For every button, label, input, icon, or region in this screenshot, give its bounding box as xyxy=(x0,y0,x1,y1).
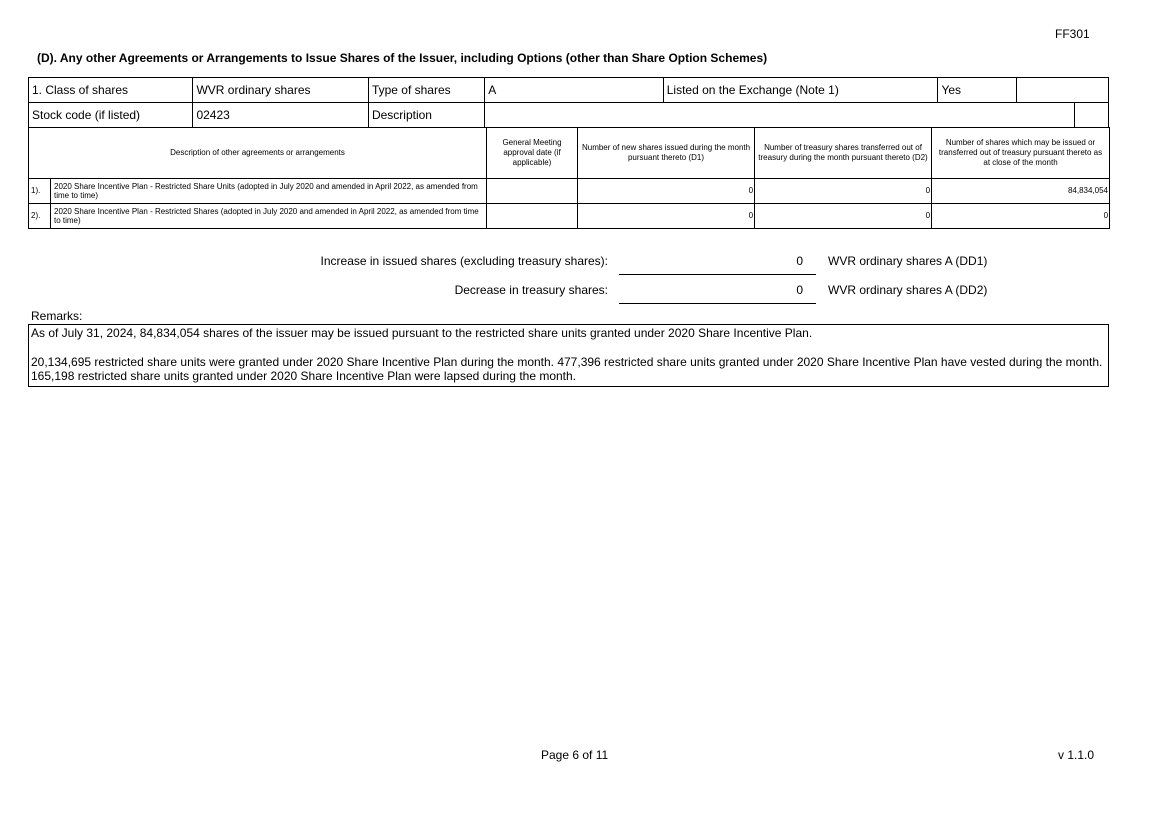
remarks-paragraph: 20,134,695 restricted share units were granted under 2020 Share Incentive Plan during the month. 477,396 restricted share units granted under 2020 Share Incentive Plan have vested during the month. 165,198 restricted share units granted under 2020 Share Incentive Plan were lapsed during the month. xyxy=(31,355,1103,383)
share-info-table xyxy=(28,77,1109,128)
row-index: 1). xyxy=(29,179,51,204)
increase-unit: WVR ordinary shares A (DD1) xyxy=(828,254,988,268)
increase-value: 0 xyxy=(796,254,803,268)
remarks-label: Remarks: xyxy=(31,309,83,323)
row-approval-date xyxy=(487,179,578,204)
table-header-row xyxy=(29,128,1110,179)
description-label: Description xyxy=(368,103,484,128)
row-d1: 0 xyxy=(578,204,755,229)
header-d1: Number of new shares issued during the month pursuant thereto (D1) xyxy=(578,128,755,179)
decrease-underline xyxy=(619,285,816,304)
row-description: 2020 Share Incentive Plan - Restricted Shares (adopted in July 2020 and amended in April 2022, as amended from time to time) xyxy=(51,204,487,229)
type-of-shares-value: A xyxy=(485,78,663,103)
increase-underline xyxy=(619,256,816,275)
header-remaining: Number of shares which may be issued or transferred out of treasury pursuant thereto as at close of the month xyxy=(932,128,1110,179)
row-approval-date xyxy=(487,204,578,229)
table-row xyxy=(29,204,1110,229)
agreements-table xyxy=(28,127,1110,229)
remarks-paragraph: As of July 31, 2024, 84,834,054 shares of the issuer may be issued pursuant to the restricted share units granted under 2020 Share Incentive Plan. xyxy=(31,326,813,340)
stock-code-label: Stock code (if listed) xyxy=(29,103,193,128)
table-row xyxy=(29,179,1110,204)
header-approval-date: General Meeting approval date (if applicable) xyxy=(487,128,578,179)
version-label: v 1.1.0 xyxy=(1058,748,1095,762)
class-of-shares-label: 1. Class of shares xyxy=(29,78,193,103)
decrease-unit: WVR ordinary shares A (DD2) xyxy=(828,283,988,297)
decrease-label: Decrease in treasury shares: xyxy=(454,283,608,297)
stock-code-value: 02423 xyxy=(193,103,368,128)
row-d2: 0 xyxy=(755,204,932,229)
form-code: FF301 xyxy=(1055,27,1090,41)
row-d2: 0 xyxy=(755,179,932,204)
section-title: (D). Any other Agreements or Arrangements to Issue Shares of the Issuer, including Options (other than Share Option Schemes) xyxy=(37,51,768,65)
decrease-value: 0 xyxy=(796,283,803,297)
increase-label: Increase in issued shares (excluding treasury shares): xyxy=(320,254,608,268)
type-of-shares-label: Type of shares xyxy=(368,78,484,103)
row-index: 2). xyxy=(29,204,51,229)
listed-value: Yes xyxy=(938,78,1016,103)
header-d2: Number of treasury shares transferred out of treasury during the month pursuant thereto (D2) xyxy=(755,128,932,179)
header-description: Description of other agreements or arrangements xyxy=(29,128,487,179)
row-description: 2020 Share Incentive Plan - Restricted Share Units (adopted in July 2020 and amended in April 2022, as amended from time to time) xyxy=(51,179,487,204)
class-of-shares-value: WVR ordinary shares xyxy=(193,78,368,103)
description-extra-cell xyxy=(1074,103,1108,128)
description-value xyxy=(485,103,1075,128)
row-remaining: 84,834,054 xyxy=(932,179,1110,204)
row-remaining: 0 xyxy=(932,204,1110,229)
listed-extra-cell xyxy=(1016,78,1108,103)
row-d1: 0 xyxy=(578,179,755,204)
listed-label: Listed on the Exchange (Note 1) xyxy=(663,78,938,103)
page-number: Page 6 of 11 xyxy=(541,748,609,762)
remarks-box xyxy=(28,324,1109,387)
